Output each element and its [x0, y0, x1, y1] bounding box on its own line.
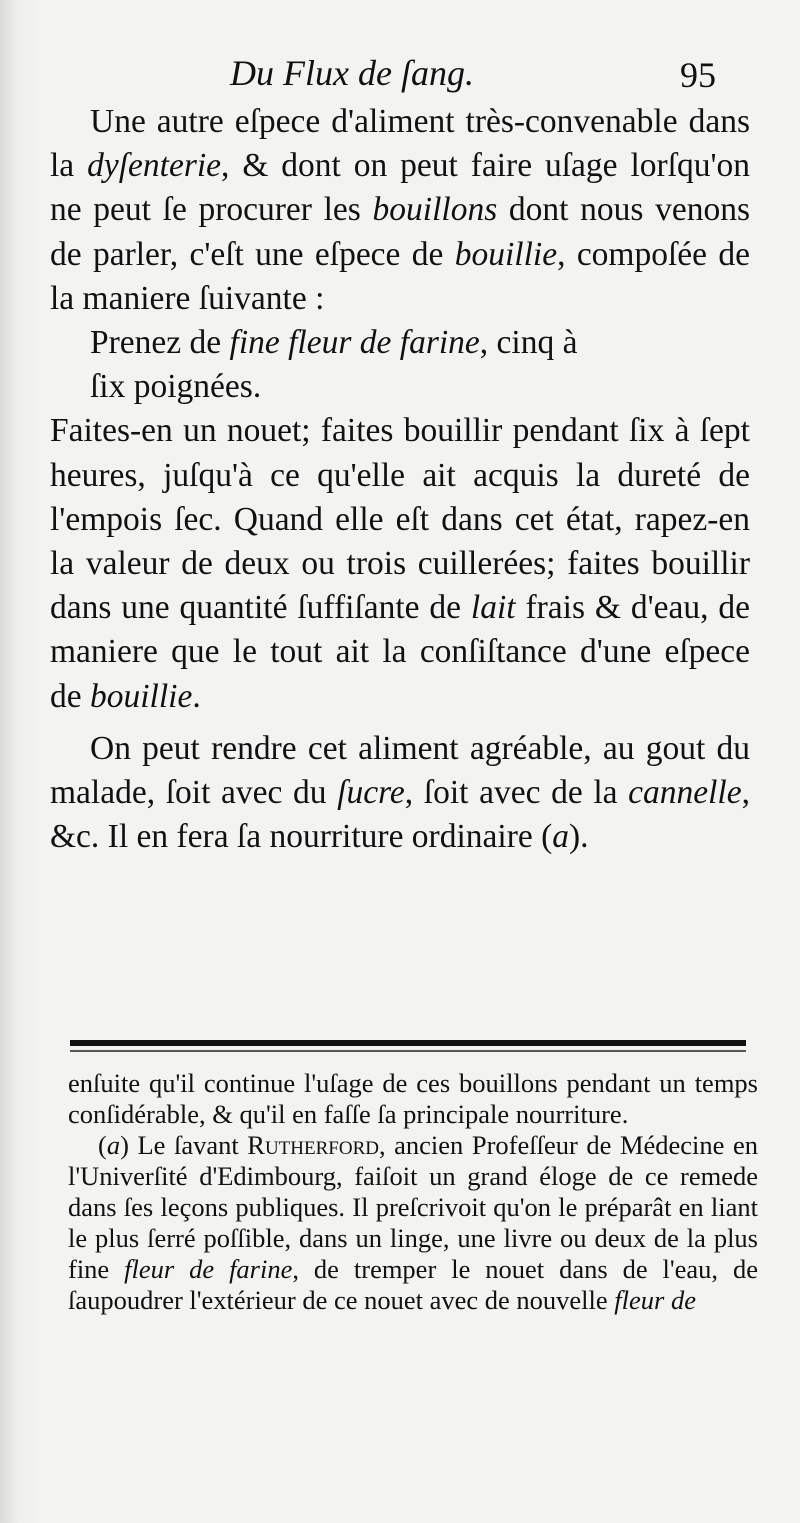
page-number: 95	[680, 55, 716, 95]
paragraph-3: On peut rendre cet aliment agréable, au gout du malade, ſoit avec du ſucre, ſoit avec de la cannelle, &c. Il en fera ſa nourriture ordinaire (a).	[50, 729, 750, 856]
paragraph-1: Une autre eſpece d'aliment très-convenable dans la dyſenterie, & dont on peut faire uſage lorſqu'on ne peut ſe procurer les bouillons dont nous venons de parler, c'eſt une eſpece de bouillie, compoſée de la maniere ſuivante :	[50, 103, 751, 317]
footnote-rule	[70, 1040, 746, 1046]
paragraph-2: Faites-en un nouet; faites bouillir pendant ſix à ſept heures, juſqu'à ce qu'elle ait acquis la dureté de l'empois ſec. Quand elle eſt dans cet état, rapez-en la valeur de deux ou trois cuillerées; faites bouillir dans une quantité ſuffiſante de lait frais & d'eau, de maniere que le tout ait la conſiſtance d'une eſpece de bouillie.	[50, 412, 750, 715]
page-header	[0, 52, 800, 102]
main-text	[50, 100, 750, 859]
running-title: Du Flux de ſang.	[230, 53, 474, 93]
recipe-paragraph: Prenez de fine fleur de farine, cinq à ſix poignées.	[90, 324, 578, 406]
footnote-a: (a) Le ſavant Rutherford, ancien Profeſſeur de Médecine en l'Univerſité d'Edimbourg, faiſoit un grand éloge de ce remede dans ſes leçons publiques. Il preſcrivoit qu'on le préparât en liant le plus ſerré poſſible, dans un linge, une livre ou deux de la plus fine fleur de farine, de tremper le nouet dans de l'eau, de ſaupoudrer l'extérieur de ce nouet avec de nouvelle fleur de	[68, 1130, 758, 1315]
footnotes	[68, 1068, 758, 1316]
footnote-continuation: enſuite qu'il continue l'uſage de ces bouillons pendant un temps conſidérable, & qu'il en faſſe ſa principale nourriture.	[68, 1068, 758, 1129]
footnote-rule-thin	[70, 1050, 746, 1052]
